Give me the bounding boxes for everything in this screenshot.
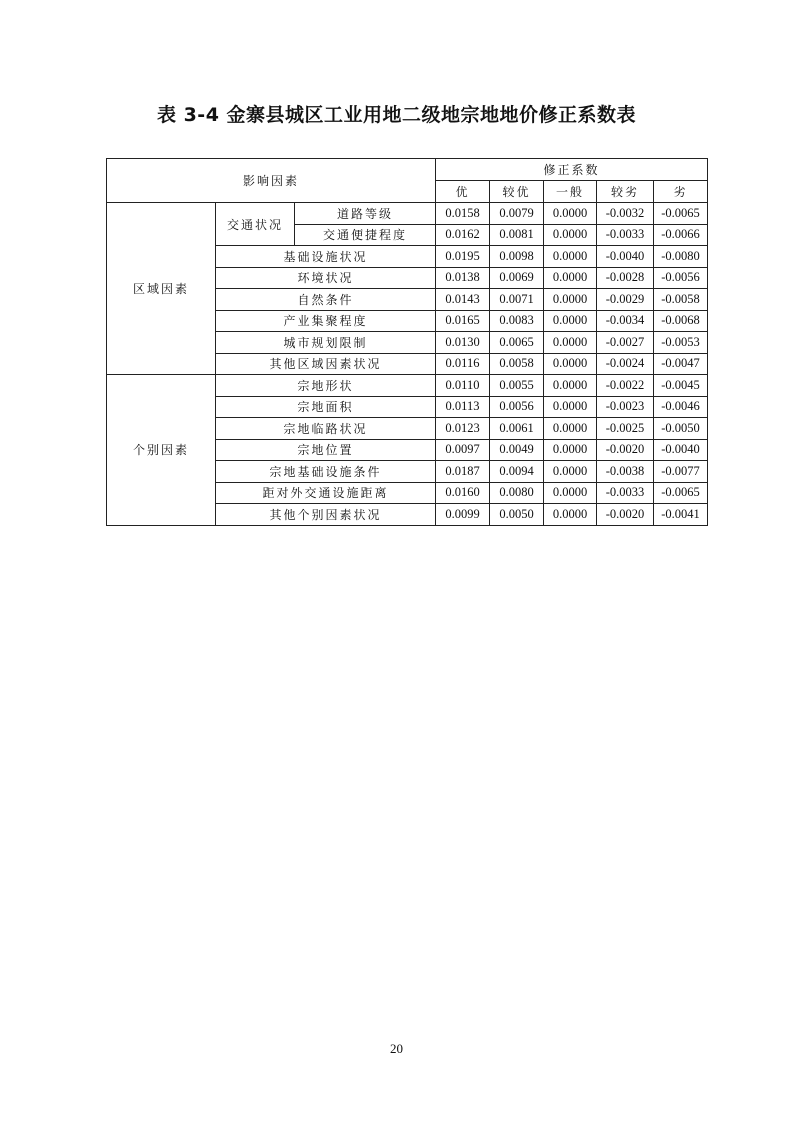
coefficient-value: 0.0000 [544, 289, 597, 311]
coefficient-value: -0.0056 [654, 267, 708, 289]
coefficient-value: 0.0055 [490, 375, 544, 397]
coefficient-value: 0.0065 [490, 332, 544, 354]
coefficient-value: 0.0000 [544, 439, 597, 461]
level-header: 较优 [490, 181, 544, 203]
factor-name: 环境状况 [216, 267, 436, 289]
coefficient-value: 0.0000 [544, 267, 597, 289]
coefficient-value: -0.0023 [597, 396, 654, 418]
table-title: 表 3-4 金寨县城区工业用地二级地宗地地价修正系数表 [156, 104, 637, 126]
level-header: 劣 [654, 181, 708, 203]
coefficient-value: 0.0130 [436, 332, 490, 354]
traffic-subgroup: 交通状况 [216, 203, 295, 246]
coefficient-value: 0.0000 [544, 332, 597, 354]
page-number: 20 [390, 1041, 403, 1056]
coefficient-value: 0.0098 [490, 246, 544, 268]
table-row [107, 375, 708, 397]
coefficient-value: -0.0080 [654, 246, 708, 268]
factor-name: 其他区域因素状况 [216, 353, 436, 375]
coefficient-value: -0.0040 [654, 439, 708, 461]
factor-name: 其他个别因素状况 [216, 504, 436, 526]
coefficient-value: -0.0046 [654, 396, 708, 418]
coefficient-value: 0.0187 [436, 461, 490, 483]
factor-name: 宗地基础设施条件 [216, 461, 436, 483]
level-header: 优 [436, 181, 490, 203]
coefficient-value: 0.0113 [436, 396, 490, 418]
coefficient-value: 0.0079 [490, 203, 544, 225]
coefficient-value: -0.0066 [654, 224, 708, 246]
coefficient-value: -0.0040 [597, 246, 654, 268]
coefficient-value: 0.0158 [436, 203, 490, 225]
coefficient-value: 0.0081 [490, 224, 544, 246]
coefficient-value: 0.0000 [544, 482, 597, 504]
factor-name: 宗地面积 [216, 396, 436, 418]
factor-name: 宗地位置 [216, 439, 436, 461]
coefficient-value: -0.0025 [597, 418, 654, 440]
factor-name: 交通便捷程度 [295, 224, 436, 246]
factor-name: 距对外交通设施距离 [216, 482, 436, 504]
coefficient-value: 0.0094 [490, 461, 544, 483]
coefficient-value: -0.0020 [597, 504, 654, 526]
coefficient-value: 0.0083 [490, 310, 544, 332]
coefficient-header: 修正系数 [436, 159, 708, 181]
coefficient-value: -0.0032 [597, 203, 654, 225]
coefficient-value: 0.0162 [436, 224, 490, 246]
coefficient-value: -0.0029 [597, 289, 654, 311]
coefficient-value: 0.0071 [490, 289, 544, 311]
coefficient-value: -0.0050 [654, 418, 708, 440]
region-factor-group: 区域因素 [107, 203, 216, 375]
coefficient-value: -0.0020 [597, 439, 654, 461]
header-row [107, 159, 708, 181]
coefficient-value: 0.0049 [490, 439, 544, 461]
coefficient-value: 0.0080 [490, 482, 544, 504]
coefficient-value: -0.0028 [597, 267, 654, 289]
coefficient-value: -0.0053 [654, 332, 708, 354]
coefficient-value: -0.0077 [654, 461, 708, 483]
coefficient-value: 0.0195 [436, 246, 490, 268]
coefficient-value: -0.0068 [654, 310, 708, 332]
coefficient-value: 0.0165 [436, 310, 490, 332]
coefficient-value: 0.0000 [544, 246, 597, 268]
coefficient-value: 0.0097 [436, 439, 490, 461]
coefficient-value: -0.0045 [654, 375, 708, 397]
coefficient-value: 0.0160 [436, 482, 490, 504]
factor-name: 产业集聚程度 [216, 310, 436, 332]
individual-factor-group: 个别因素 [107, 375, 216, 526]
factor-name: 自然条件 [216, 289, 436, 311]
coefficient-value: -0.0058 [654, 289, 708, 311]
coefficient-value: -0.0065 [654, 482, 708, 504]
coefficient-value: 0.0143 [436, 289, 490, 311]
coefficient-value: 0.0116 [436, 353, 490, 375]
coefficient-value: 0.0000 [544, 353, 597, 375]
coefficient-value: -0.0027 [597, 332, 654, 354]
coefficient-value: -0.0047 [654, 353, 708, 375]
coefficient-value: -0.0041 [654, 504, 708, 526]
coefficient-value: 0.0000 [544, 418, 597, 440]
coefficient-value: -0.0024 [597, 353, 654, 375]
level-header: 较劣 [597, 181, 654, 203]
coefficient-value: 0.0069 [490, 267, 544, 289]
coefficient-value: -0.0034 [597, 310, 654, 332]
factor-name: 道路等级 [295, 203, 436, 225]
coefficient-value: 0.0050 [490, 504, 544, 526]
table-row [107, 203, 708, 225]
coefficient-value: -0.0033 [597, 224, 654, 246]
coefficient-value: 0.0099 [436, 504, 490, 526]
coefficient-value: 0.0000 [544, 310, 597, 332]
coefficient-value: 0.0110 [436, 375, 490, 397]
coefficient-value: 0.0058 [490, 353, 544, 375]
factor-name: 城市规划限制 [216, 332, 436, 354]
coefficient-value: -0.0022 [597, 375, 654, 397]
coefficient-value: 0.0000 [544, 224, 597, 246]
coefficient-value: 0.0061 [490, 418, 544, 440]
correction-coefficient-table [106, 158, 708, 526]
coefficient-value: 0.0000 [544, 504, 597, 526]
factor-name: 宗地形状 [216, 375, 436, 397]
factor-name: 基础设施状况 [216, 246, 436, 268]
coefficient-value: 0.0056 [490, 396, 544, 418]
coefficient-value: 0.0123 [436, 418, 490, 440]
coefficient-value: 0.0000 [544, 375, 597, 397]
factor-name: 宗地临路状况 [216, 418, 436, 440]
coefficient-value: -0.0038 [597, 461, 654, 483]
coefficient-value: -0.0065 [654, 203, 708, 225]
factor-header: 影响因素 [107, 159, 436, 203]
coefficient-value: 0.0138 [436, 267, 490, 289]
coefficient-value: 0.0000 [544, 396, 597, 418]
coefficient-value: -0.0033 [597, 482, 654, 504]
coefficient-value: 0.0000 [544, 461, 597, 483]
level-header: 一般 [544, 181, 597, 203]
coefficient-value: 0.0000 [544, 203, 597, 225]
